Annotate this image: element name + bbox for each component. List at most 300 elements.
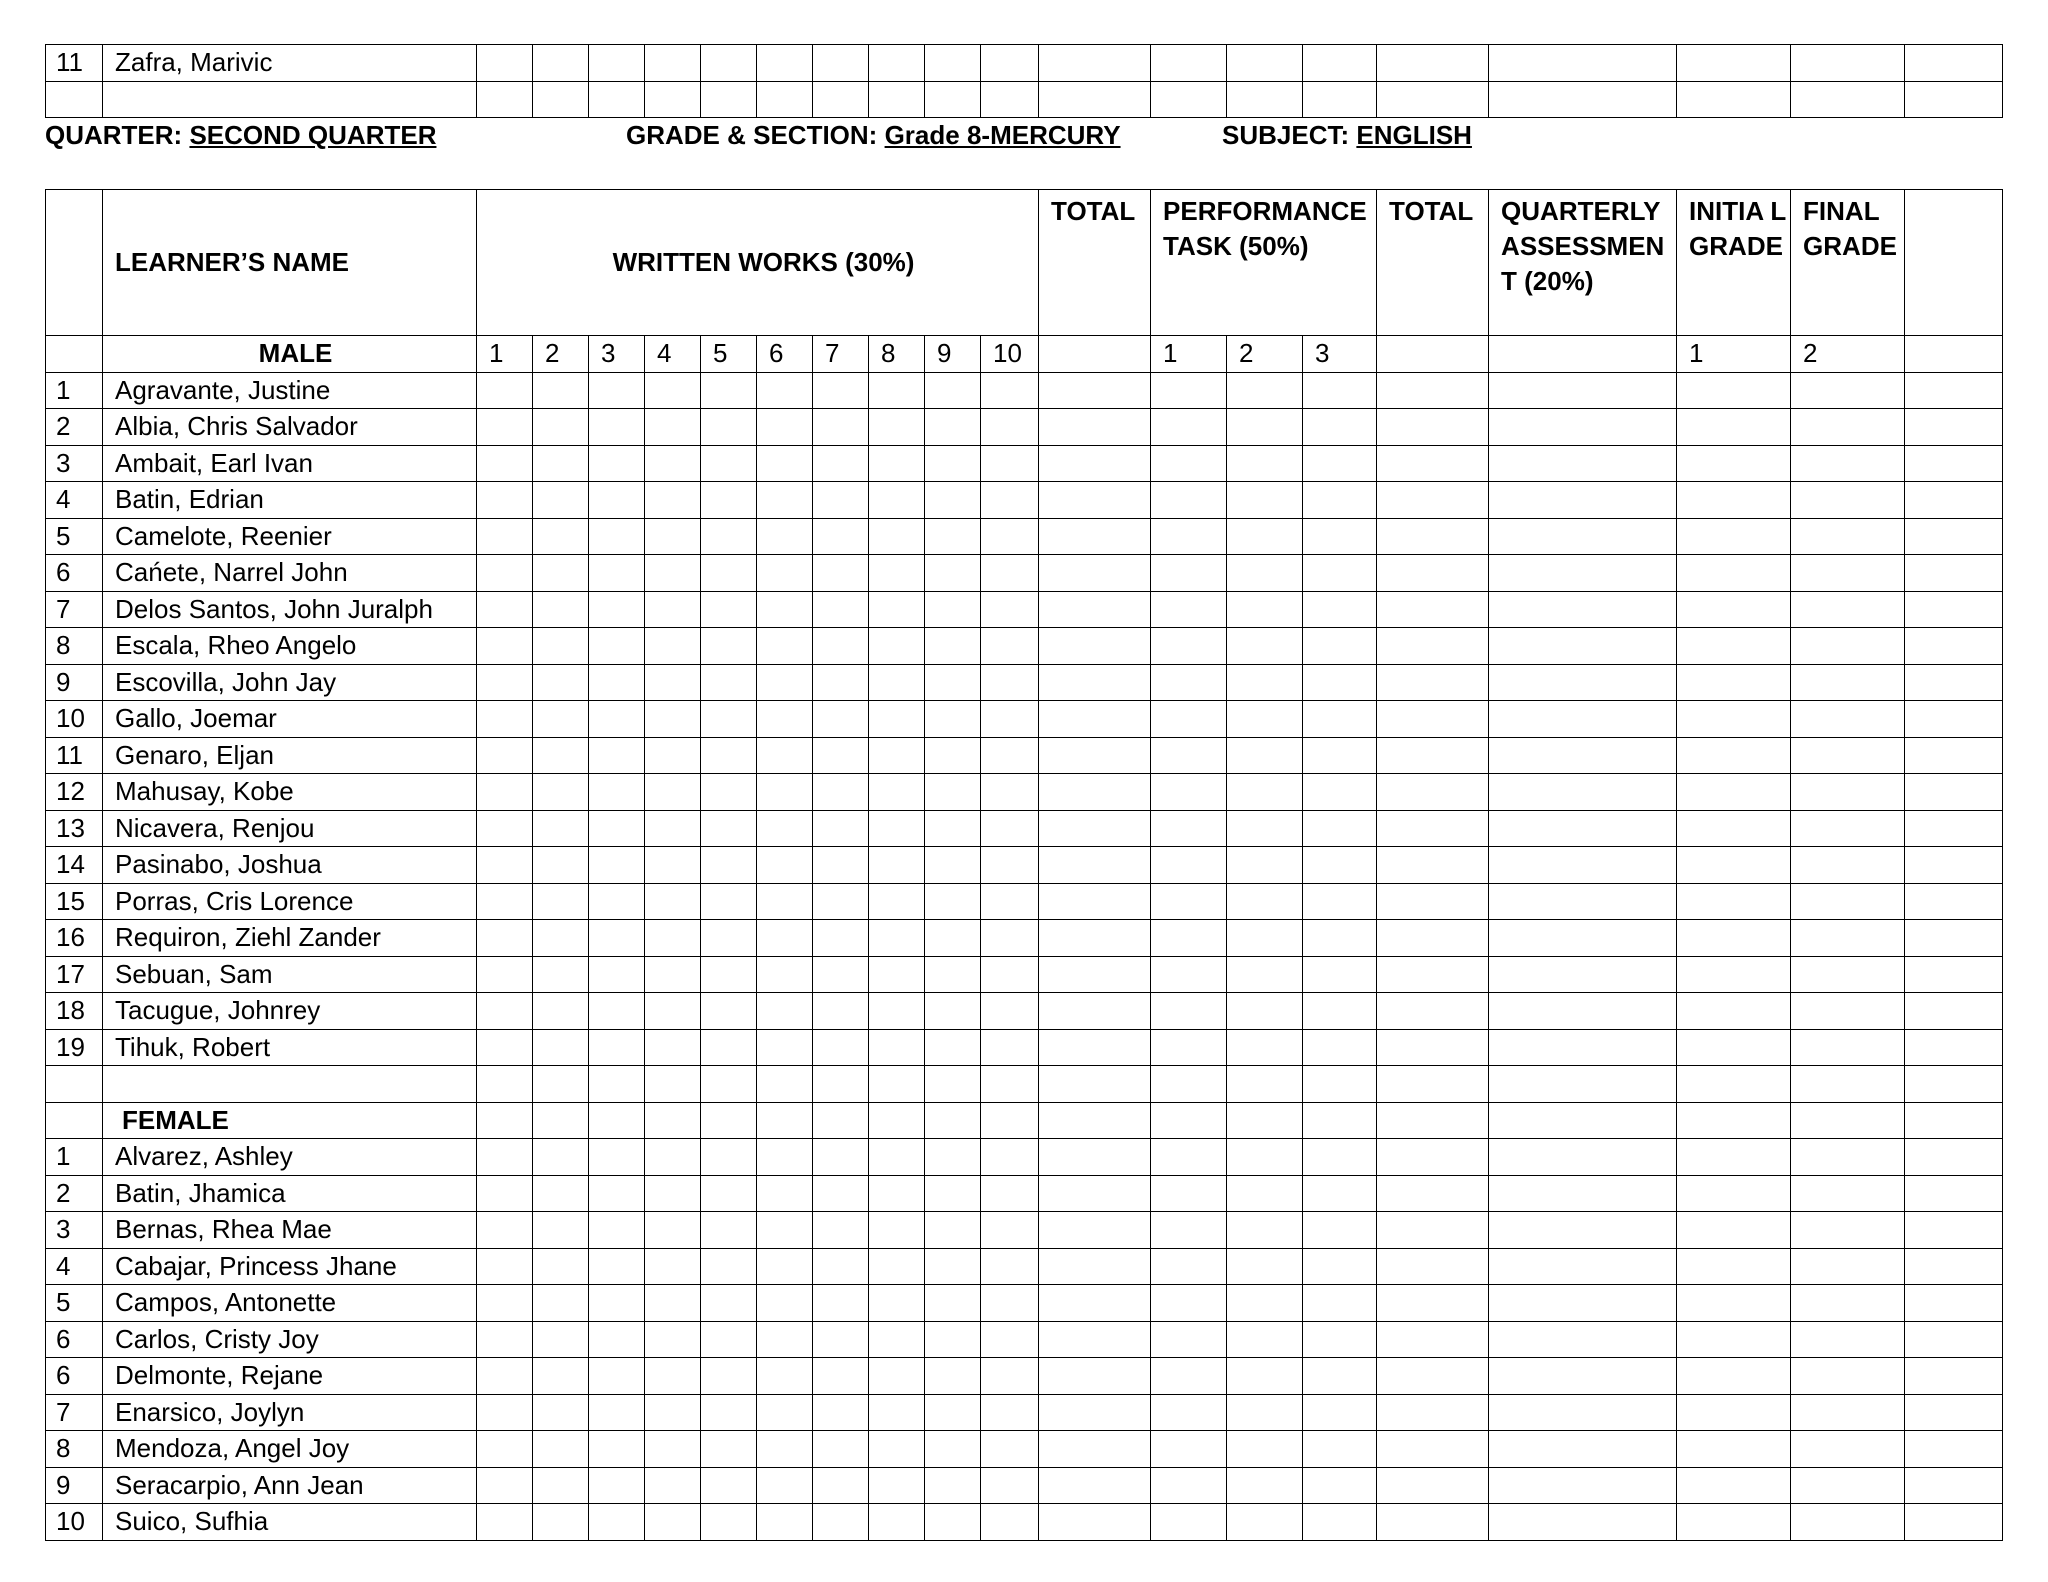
score-cell[interactable]	[925, 1212, 981, 1249]
score-cell[interactable]	[1227, 1248, 1303, 1285]
score-cell[interactable]	[1791, 664, 1905, 701]
score-cell[interactable]	[477, 45, 533, 82]
score-cell[interactable]	[757, 737, 813, 774]
score-cell[interactable]	[1377, 1066, 1489, 1103]
score-cell[interactable]	[1039, 810, 1151, 847]
score-cell[interactable]	[1489, 1212, 1677, 1249]
score-cell[interactable]	[1677, 737, 1791, 774]
score-cell[interactable]	[813, 1066, 869, 1103]
score-cell[interactable]	[757, 1212, 813, 1249]
score-cell[interactable]	[645, 1066, 701, 1103]
score-cell[interactable]	[1791, 847, 1905, 884]
score-cell[interactable]	[645, 1212, 701, 1249]
score-cell[interactable]	[869, 847, 925, 884]
score-cell[interactable]	[1039, 956, 1151, 993]
score-cell[interactable]	[589, 628, 645, 665]
score-cell[interactable]	[1039, 701, 1151, 738]
score-cell[interactable]	[589, 1504, 645, 1541]
score-cell[interactable]	[701, 1504, 757, 1541]
score-cell[interactable]	[925, 847, 981, 884]
score-cell[interactable]	[1227, 555, 1303, 592]
score-cell[interactable]	[589, 482, 645, 519]
score-cell[interactable]	[813, 1358, 869, 1395]
score-cell[interactable]	[477, 1212, 533, 1249]
score-cell[interactable]	[1377, 409, 1489, 446]
score-cell[interactable]	[813, 1102, 869, 1139]
score-cell[interactable]	[645, 1504, 701, 1541]
score-cell[interactable]	[1151, 701, 1227, 738]
score-cell[interactable]	[533, 1102, 589, 1139]
score-cell[interactable]	[981, 1285, 1039, 1322]
score-cell[interactable]	[869, 737, 925, 774]
score-cell[interactable]	[757, 956, 813, 993]
score-cell[interactable]	[701, 1029, 757, 1066]
score-cell[interactable]	[1377, 810, 1489, 847]
score-cell[interactable]	[981, 1248, 1039, 1285]
score-cell[interactable]	[1905, 956, 2003, 993]
score-cell[interactable]	[1227, 883, 1303, 920]
score-cell[interactable]	[533, 1394, 589, 1431]
score-cell[interactable]	[813, 628, 869, 665]
score-cell[interactable]	[477, 1175, 533, 1212]
score-cell[interactable]	[813, 591, 869, 628]
score-cell[interactable]	[1377, 628, 1489, 665]
score-cell[interactable]	[757, 518, 813, 555]
score-cell[interactable]	[1791, 920, 1905, 957]
score-cell[interactable]	[1303, 372, 1377, 409]
score-cell[interactable]	[757, 664, 813, 701]
score-cell[interactable]	[813, 774, 869, 811]
score-cell[interactable]	[701, 847, 757, 884]
score-cell[interactable]	[589, 1321, 645, 1358]
score-cell[interactable]	[925, 774, 981, 811]
score-cell[interactable]	[869, 1212, 925, 1249]
score-cell[interactable]	[981, 1321, 1039, 1358]
score-cell[interactable]	[1489, 1467, 1677, 1504]
score-cell[interactable]	[645, 482, 701, 519]
score-cell[interactable]	[533, 1358, 589, 1395]
score-cell[interactable]	[1489, 45, 1677, 82]
score-cell[interactable]	[1303, 883, 1377, 920]
score-cell[interactable]	[1303, 482, 1377, 519]
score-cell[interactable]	[1151, 664, 1227, 701]
score-cell[interactable]	[589, 810, 645, 847]
score-cell[interactable]	[645, 1358, 701, 1395]
score-cell[interactable]	[701, 1175, 757, 1212]
score-cell[interactable]	[1039, 1212, 1151, 1249]
score-cell[interactable]	[477, 628, 533, 665]
score-cell[interactable]	[981, 1394, 1039, 1431]
score-cell[interactable]	[1227, 1431, 1303, 1468]
score-cell[interactable]	[1489, 1321, 1677, 1358]
score-cell[interactable]	[1303, 993, 1377, 1030]
score-cell[interactable]	[645, 847, 701, 884]
score-cell[interactable]	[1227, 1321, 1303, 1358]
score-cell[interactable]	[533, 664, 589, 701]
score-cell[interactable]	[757, 1029, 813, 1066]
score-cell[interactable]	[533, 993, 589, 1030]
score-cell[interactable]	[1227, 445, 1303, 482]
score-cell[interactable]	[701, 664, 757, 701]
score-cell[interactable]	[701, 1066, 757, 1103]
score-cell[interactable]	[757, 1175, 813, 1212]
score-cell[interactable]	[477, 883, 533, 920]
score-cell[interactable]	[1377, 518, 1489, 555]
score-cell[interactable]	[813, 1504, 869, 1541]
score-cell[interactable]	[925, 883, 981, 920]
score-cell[interactable]	[701, 1431, 757, 1468]
score-cell[interactable]	[1905, 1066, 2003, 1103]
score-cell[interactable]	[1791, 774, 1905, 811]
score-cell[interactable]	[1039, 482, 1151, 519]
score-cell[interactable]	[925, 1066, 981, 1103]
score-cell[interactable]	[589, 409, 645, 446]
score-cell[interactable]	[1791, 518, 1905, 555]
score-cell[interactable]	[1227, 664, 1303, 701]
score-cell[interactable]	[477, 847, 533, 884]
score-cell[interactable]	[925, 518, 981, 555]
score-cell[interactable]	[1151, 1285, 1227, 1322]
score-cell[interactable]	[1039, 1102, 1151, 1139]
score-cell[interactable]	[981, 45, 1039, 82]
score-cell[interactable]	[813, 81, 869, 118]
score-cell[interactable]	[1303, 1102, 1377, 1139]
score-cell[interactable]	[1303, 591, 1377, 628]
score-cell[interactable]	[701, 1102, 757, 1139]
score-cell[interactable]	[1905, 1285, 2003, 1322]
score-cell[interactable]	[869, 1102, 925, 1139]
score-cell[interactable]	[477, 1029, 533, 1066]
score-cell[interactable]	[925, 445, 981, 482]
score-cell[interactable]	[1151, 774, 1227, 811]
score-cell[interactable]	[1791, 1248, 1905, 1285]
score-cell[interactable]	[645, 1248, 701, 1285]
score-cell[interactable]	[1227, 847, 1303, 884]
score-cell[interactable]	[477, 1358, 533, 1395]
score-cell[interactable]	[869, 1139, 925, 1176]
score-cell[interactable]	[589, 1467, 645, 1504]
score-cell[interactable]	[1489, 1102, 1677, 1139]
score-cell[interactable]	[1905, 482, 2003, 519]
score-cell[interactable]	[477, 1066, 533, 1103]
score-cell[interactable]	[1677, 1431, 1791, 1468]
score-cell[interactable]	[1039, 1029, 1151, 1066]
score-cell[interactable]	[645, 883, 701, 920]
score-cell[interactable]	[1151, 45, 1227, 82]
score-cell[interactable]	[869, 518, 925, 555]
score-cell[interactable]	[813, 883, 869, 920]
score-cell[interactable]	[533, 1431, 589, 1468]
score-cell[interactable]	[533, 591, 589, 628]
score-cell[interactable]	[533, 1029, 589, 1066]
score-cell[interactable]	[813, 1175, 869, 1212]
score-cell[interactable]	[757, 1066, 813, 1103]
score-cell[interactable]	[645, 1102, 701, 1139]
score-cell[interactable]	[1791, 956, 1905, 993]
score-cell[interactable]	[1791, 81, 1905, 118]
score-cell[interactable]	[1489, 445, 1677, 482]
score-cell[interactable]	[1677, 1066, 1791, 1103]
score-cell[interactable]	[1039, 883, 1151, 920]
score-cell[interactable]	[925, 1358, 981, 1395]
score-cell[interactable]	[981, 628, 1039, 665]
score-cell[interactable]	[1905, 810, 2003, 847]
score-cell[interactable]	[1377, 555, 1489, 592]
score-cell[interactable]	[1151, 1394, 1227, 1431]
score-cell[interactable]	[1151, 1248, 1227, 1285]
score-cell[interactable]	[477, 1394, 533, 1431]
score-cell[interactable]	[757, 591, 813, 628]
score-cell[interactable]	[813, 920, 869, 957]
score-cell[interactable]	[1039, 1504, 1151, 1541]
score-cell[interactable]	[981, 956, 1039, 993]
score-cell[interactable]	[589, 664, 645, 701]
score-cell[interactable]	[981, 518, 1039, 555]
score-cell[interactable]	[1151, 810, 1227, 847]
score-cell[interactable]	[1377, 701, 1489, 738]
score-cell[interactable]	[589, 993, 645, 1030]
score-cell[interactable]	[589, 1248, 645, 1285]
score-cell[interactable]	[1151, 1504, 1227, 1541]
score-cell[interactable]	[869, 1066, 925, 1103]
score-cell[interactable]	[589, 1431, 645, 1468]
score-cell[interactable]	[869, 1321, 925, 1358]
score-cell[interactable]	[1905, 1248, 2003, 1285]
score-cell[interactable]	[1227, 1212, 1303, 1249]
score-cell[interactable]	[477, 1431, 533, 1468]
score-cell[interactable]	[1303, 1431, 1377, 1468]
score-cell[interactable]	[869, 883, 925, 920]
score-cell[interactable]	[1039, 847, 1151, 884]
score-cell[interactable]	[1303, 1358, 1377, 1395]
score-cell[interactable]	[869, 920, 925, 957]
score-cell[interactable]	[477, 774, 533, 811]
score-cell[interactable]	[589, 1029, 645, 1066]
score-cell[interactable]	[1791, 555, 1905, 592]
score-cell[interactable]	[701, 737, 757, 774]
score-cell[interactable]	[589, 1139, 645, 1176]
score-cell[interactable]	[1489, 1248, 1677, 1285]
score-cell[interactable]	[1905, 1102, 2003, 1139]
score-cell[interactable]	[1303, 45, 1377, 82]
score-cell[interactable]	[1151, 445, 1227, 482]
score-cell[interactable]	[645, 445, 701, 482]
score-cell[interactable]	[477, 81, 533, 118]
score-cell[interactable]	[981, 1102, 1039, 1139]
score-cell[interactable]	[701, 701, 757, 738]
score-cell[interactable]	[1377, 847, 1489, 884]
score-cell[interactable]	[981, 1504, 1039, 1541]
score-cell[interactable]	[1151, 920, 1227, 957]
score-cell[interactable]	[1039, 1394, 1151, 1431]
score-cell[interactable]	[1227, 372, 1303, 409]
score-cell[interactable]	[1151, 482, 1227, 519]
score-cell[interactable]	[813, 445, 869, 482]
score-cell[interactable]	[1791, 1321, 1905, 1358]
score-cell[interactable]	[533, 555, 589, 592]
score-cell[interactable]	[757, 701, 813, 738]
score-cell[interactable]	[645, 409, 701, 446]
score-cell[interactable]	[1227, 1029, 1303, 1066]
score-cell[interactable]	[1677, 591, 1791, 628]
score-cell[interactable]	[869, 664, 925, 701]
score-cell[interactable]	[925, 993, 981, 1030]
score-cell[interactable]	[1227, 1504, 1303, 1541]
score-cell[interactable]	[757, 445, 813, 482]
score-cell[interactable]	[701, 1212, 757, 1249]
score-cell[interactable]	[1791, 1212, 1905, 1249]
score-cell[interactable]	[1303, 1212, 1377, 1249]
score-cell[interactable]	[477, 518, 533, 555]
score-cell[interactable]	[701, 1358, 757, 1395]
score-cell[interactable]	[1677, 445, 1791, 482]
score-cell[interactable]	[1227, 1467, 1303, 1504]
score-cell[interactable]	[1227, 737, 1303, 774]
score-cell[interactable]	[1791, 1504, 1905, 1541]
score-cell[interactable]	[757, 628, 813, 665]
score-cell[interactable]	[981, 372, 1039, 409]
score-cell[interactable]	[533, 1248, 589, 1285]
score-cell[interactable]	[533, 701, 589, 738]
score-cell[interactable]	[1905, 1175, 2003, 1212]
score-cell[interactable]	[589, 591, 645, 628]
score-cell[interactable]	[533, 482, 589, 519]
score-cell[interactable]	[589, 920, 645, 957]
score-cell[interactable]	[1039, 664, 1151, 701]
score-cell[interactable]	[1791, 482, 1905, 519]
score-cell[interactable]	[1905, 1358, 2003, 1395]
score-cell[interactable]	[1227, 956, 1303, 993]
score-cell[interactable]	[1303, 628, 1377, 665]
score-cell[interactable]	[1791, 409, 1905, 446]
score-cell[interactable]	[981, 1066, 1039, 1103]
score-cell[interactable]	[813, 1467, 869, 1504]
score-cell[interactable]	[1905, 847, 2003, 884]
score-cell[interactable]	[1489, 591, 1677, 628]
score-cell[interactable]	[1677, 810, 1791, 847]
score-cell[interactable]	[981, 920, 1039, 957]
score-cell[interactable]	[701, 956, 757, 993]
score-cell[interactable]	[1151, 956, 1227, 993]
score-cell[interactable]	[757, 45, 813, 82]
score-cell[interactable]	[1377, 1285, 1489, 1322]
score-cell[interactable]	[701, 993, 757, 1030]
score-cell[interactable]	[813, 1285, 869, 1322]
score-cell[interactable]	[1905, 993, 2003, 1030]
score-cell[interactable]	[477, 1285, 533, 1322]
score-cell[interactable]	[477, 372, 533, 409]
score-cell[interactable]	[757, 883, 813, 920]
score-cell[interactable]	[477, 920, 533, 957]
score-cell[interactable]	[757, 1504, 813, 1541]
score-cell[interactable]	[645, 737, 701, 774]
score-cell[interactable]	[533, 1321, 589, 1358]
score-cell[interactable]	[701, 591, 757, 628]
score-cell[interactable]	[701, 883, 757, 920]
score-cell[interactable]	[1151, 1029, 1227, 1066]
score-cell[interactable]	[981, 1467, 1039, 1504]
score-cell[interactable]	[757, 1139, 813, 1176]
score-cell[interactable]	[981, 847, 1039, 884]
score-cell[interactable]	[1227, 1102, 1303, 1139]
score-cell[interactable]	[1377, 591, 1489, 628]
score-cell[interactable]	[1905, 372, 2003, 409]
score-cell[interactable]	[813, 555, 869, 592]
score-cell[interactable]	[645, 920, 701, 957]
score-cell[interactable]	[1039, 1358, 1151, 1395]
score-cell[interactable]	[981, 591, 1039, 628]
score-cell[interactable]	[1039, 1321, 1151, 1358]
score-cell[interactable]	[1905, 883, 2003, 920]
score-cell[interactable]	[701, 1139, 757, 1176]
score-cell[interactable]	[477, 737, 533, 774]
score-cell[interactable]	[1677, 1175, 1791, 1212]
score-cell[interactable]	[645, 1139, 701, 1176]
score-cell[interactable]	[757, 1394, 813, 1431]
score-cell[interactable]	[925, 372, 981, 409]
score-cell[interactable]	[701, 774, 757, 811]
score-cell[interactable]	[1377, 664, 1489, 701]
score-cell[interactable]	[1039, 737, 1151, 774]
score-cell[interactable]	[1791, 372, 1905, 409]
score-cell[interactable]	[589, 956, 645, 993]
score-cell[interactable]	[1677, 482, 1791, 519]
score-cell[interactable]	[981, 774, 1039, 811]
score-cell[interactable]	[1377, 81, 1489, 118]
score-cell[interactable]	[925, 591, 981, 628]
score-cell[interactable]	[1377, 1029, 1489, 1066]
score-cell[interactable]	[701, 920, 757, 957]
score-cell[interactable]	[589, 81, 645, 118]
score-cell[interactable]	[1489, 482, 1677, 519]
score-cell[interactable]	[869, 45, 925, 82]
score-cell[interactable]	[533, 956, 589, 993]
score-cell[interactable]	[813, 482, 869, 519]
score-cell[interactable]	[925, 81, 981, 118]
score-cell[interactable]	[533, 372, 589, 409]
score-cell[interactable]	[1151, 1358, 1227, 1395]
score-cell[interactable]	[925, 1321, 981, 1358]
score-cell[interactable]	[645, 81, 701, 118]
score-cell[interactable]	[701, 372, 757, 409]
score-cell[interactable]	[1377, 1504, 1489, 1541]
score-cell[interactable]	[757, 1321, 813, 1358]
score-cell[interactable]	[533, 1175, 589, 1212]
score-cell[interactable]	[589, 45, 645, 82]
score-cell[interactable]	[1489, 993, 1677, 1030]
score-cell[interactable]	[925, 1504, 981, 1541]
score-cell[interactable]	[589, 1066, 645, 1103]
score-cell[interactable]	[925, 810, 981, 847]
score-cell[interactable]	[981, 1139, 1039, 1176]
score-cell[interactable]	[645, 555, 701, 592]
score-cell[interactable]	[589, 1394, 645, 1431]
score-cell[interactable]	[1151, 1321, 1227, 1358]
score-cell[interactable]	[1303, 920, 1377, 957]
score-cell[interactable]	[645, 956, 701, 993]
score-cell[interactable]	[645, 664, 701, 701]
score-cell[interactable]	[589, 555, 645, 592]
score-cell[interactable]	[1791, 1175, 1905, 1212]
score-cell[interactable]	[1151, 628, 1227, 665]
score-cell[interactable]	[1303, 1248, 1377, 1285]
score-cell[interactable]	[869, 482, 925, 519]
score-cell[interactable]	[533, 518, 589, 555]
score-cell[interactable]	[1303, 847, 1377, 884]
score-cell[interactable]	[1677, 518, 1791, 555]
score-cell[interactable]	[477, 445, 533, 482]
score-cell[interactable]	[1377, 1394, 1489, 1431]
